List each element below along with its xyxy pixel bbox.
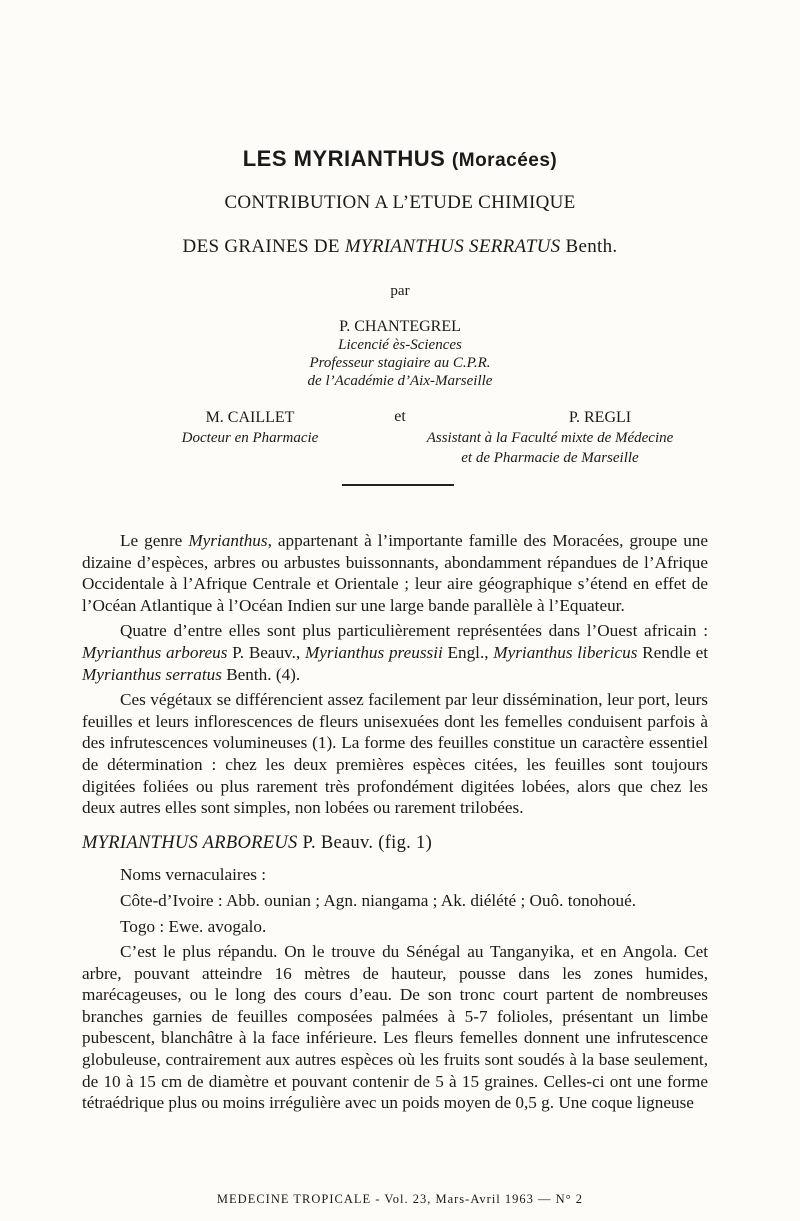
author-affiliation: et de Pharmacie de Marseille <box>461 450 639 466</box>
article-body <box>82 530 708 1118</box>
species-name: Myrianthus serratus <box>82 664 222 684</box>
author-name: P. REGLI <box>568 409 632 426</box>
separator-rule <box>342 484 454 486</box>
genus-name: Myrianthus <box>188 531 268 550</box>
text: Le genre <box>120 531 189 550</box>
paragraph <box>82 530 708 616</box>
title-main: LES MYRIANTHUS <box>242 146 446 171</box>
text: , appartenant à l’importante famille des Moracées, groupe une dizaine d’espèces, arbres ou arbustes buissonnants, abondamment répandues de l’Afrique Occidentale à l’Afrique Centrale et Orientale ; leur aire géographique s’étend en effet de l’Océan Atlantique à l’Océan Indien sur une large bande parallèle à l’Equateur. <box>82 531 709 615</box>
author-block-1 <box>240 318 560 390</box>
subtitle-prefix: DES GRAINES DE <box>182 236 340 257</box>
heading-species: MYRIANTHUS ARBOREUS <box>82 832 298 853</box>
author-block-3 <box>390 408 710 468</box>
heading-rest: P. Beauv. (fig. 1) <box>297 832 433 853</box>
species-name: Myrianthus libericus <box>493 642 638 662</box>
journal-footer: MEDECINE TROPICALE - Vol. 23, Mars-Avril 1963 — N° 2 <box>216 1192 584 1206</box>
text: Engl., <box>442 642 494 662</box>
author-name: P. CHANTEGREL <box>339 318 461 335</box>
author-affiliation: de l’Académie d’Aix-Marseille <box>307 373 493 389</box>
author-affiliation: Licencié ès-Sciences <box>338 337 462 353</box>
subtitle-line-1: CONTRIBUTION A L’ETUDE CHIMIQUE <box>224 192 576 213</box>
author-affiliation: Professeur stagiaire au C.P.R. <box>309 355 491 371</box>
subtitle-author: Benth. <box>565 236 618 257</box>
section-heading <box>82 833 708 855</box>
author-conjunction: et <box>394 408 406 425</box>
text: Rendle et <box>637 642 708 662</box>
paragraph: Ces végétaux se différencient assez facilement par leur dissémination, leur port, leurs feuilles et leurs inflorescences de fleurs unisexuées dont les femelles conduisent parfois à des infrutescences volumineuses (1). La forme des feuilles constitue un caractère essentiel de détermination : chez les deux premières espèces citées, les feuilles sont toujours digitées foliées ou plus rarement très profondément digitées lobées, alors que chez les deux autres elles sont simples, non lobées ou rarement trilobées. <box>82 690 708 818</box>
text: Quatre d’entre elles sont plus particulièrement représentées dans l’Ouest africain : <box>120 621 708 641</box>
author-affiliation: Assistant à la Faculté mixte de Médecine <box>426 430 674 446</box>
text: Benth. (4). <box>221 664 301 684</box>
paragraph: C’est le plus répandu. On le trouve du Sénégal au Tanganyika, et en Angola. Cet arbre, pouvant atteindre 16 mètres de hauteur, pousse dans les zones humides, marécageuses, ou le long des cours d’eau. De son tronc court partent de nombreuses branches garnies de feuilles composées palmées à 5-7 folioles, présentant un limbe pubescent, blanchâtre à la face inférieure. Les fleurs femelles donnent une infrutescence globuleuse, contrairement aux autres espèces où les fruits sont soudés à la base seulement, de 10 à 15 cm de diamètre et pouvant contenir de 5 à 15 graines. Celles-ci ont une forme tétraédrique plus ou moins irrégulière avec un poids moyen de 0,5 g. Une coque ligneuse <box>82 942 708 1113</box>
subtitle-line-2 <box>0 236 800 258</box>
species-name: Myrianthus arboreus <box>82 642 228 662</box>
subtitle-species: MYRIANTHUS SERRATUS <box>344 236 561 257</box>
species-name: Myrianthus preussii <box>304 642 443 662</box>
author-name: M. CAILLET <box>205 409 295 426</box>
paragraph: Côte-d’Ivoire : Abb. ounian ; Agn. niangama ; Ak. diélété ; Ouô. tonohoué. <box>120 890 637 910</box>
author-affiliation: Docteur en Pharmacie <box>181 430 319 446</box>
title-family: (Moracées) <box>451 150 558 171</box>
paragraph: Noms vernaculaires : <box>120 865 267 885</box>
text: P. Beauv., <box>227 642 305 662</box>
paragraph: Togo : Ewe. avogalo. <box>120 916 267 936</box>
article-title <box>0 146 800 172</box>
by-line: par <box>390 283 410 299</box>
author-block-2 <box>150 408 350 448</box>
paragraph <box>82 620 708 685</box>
